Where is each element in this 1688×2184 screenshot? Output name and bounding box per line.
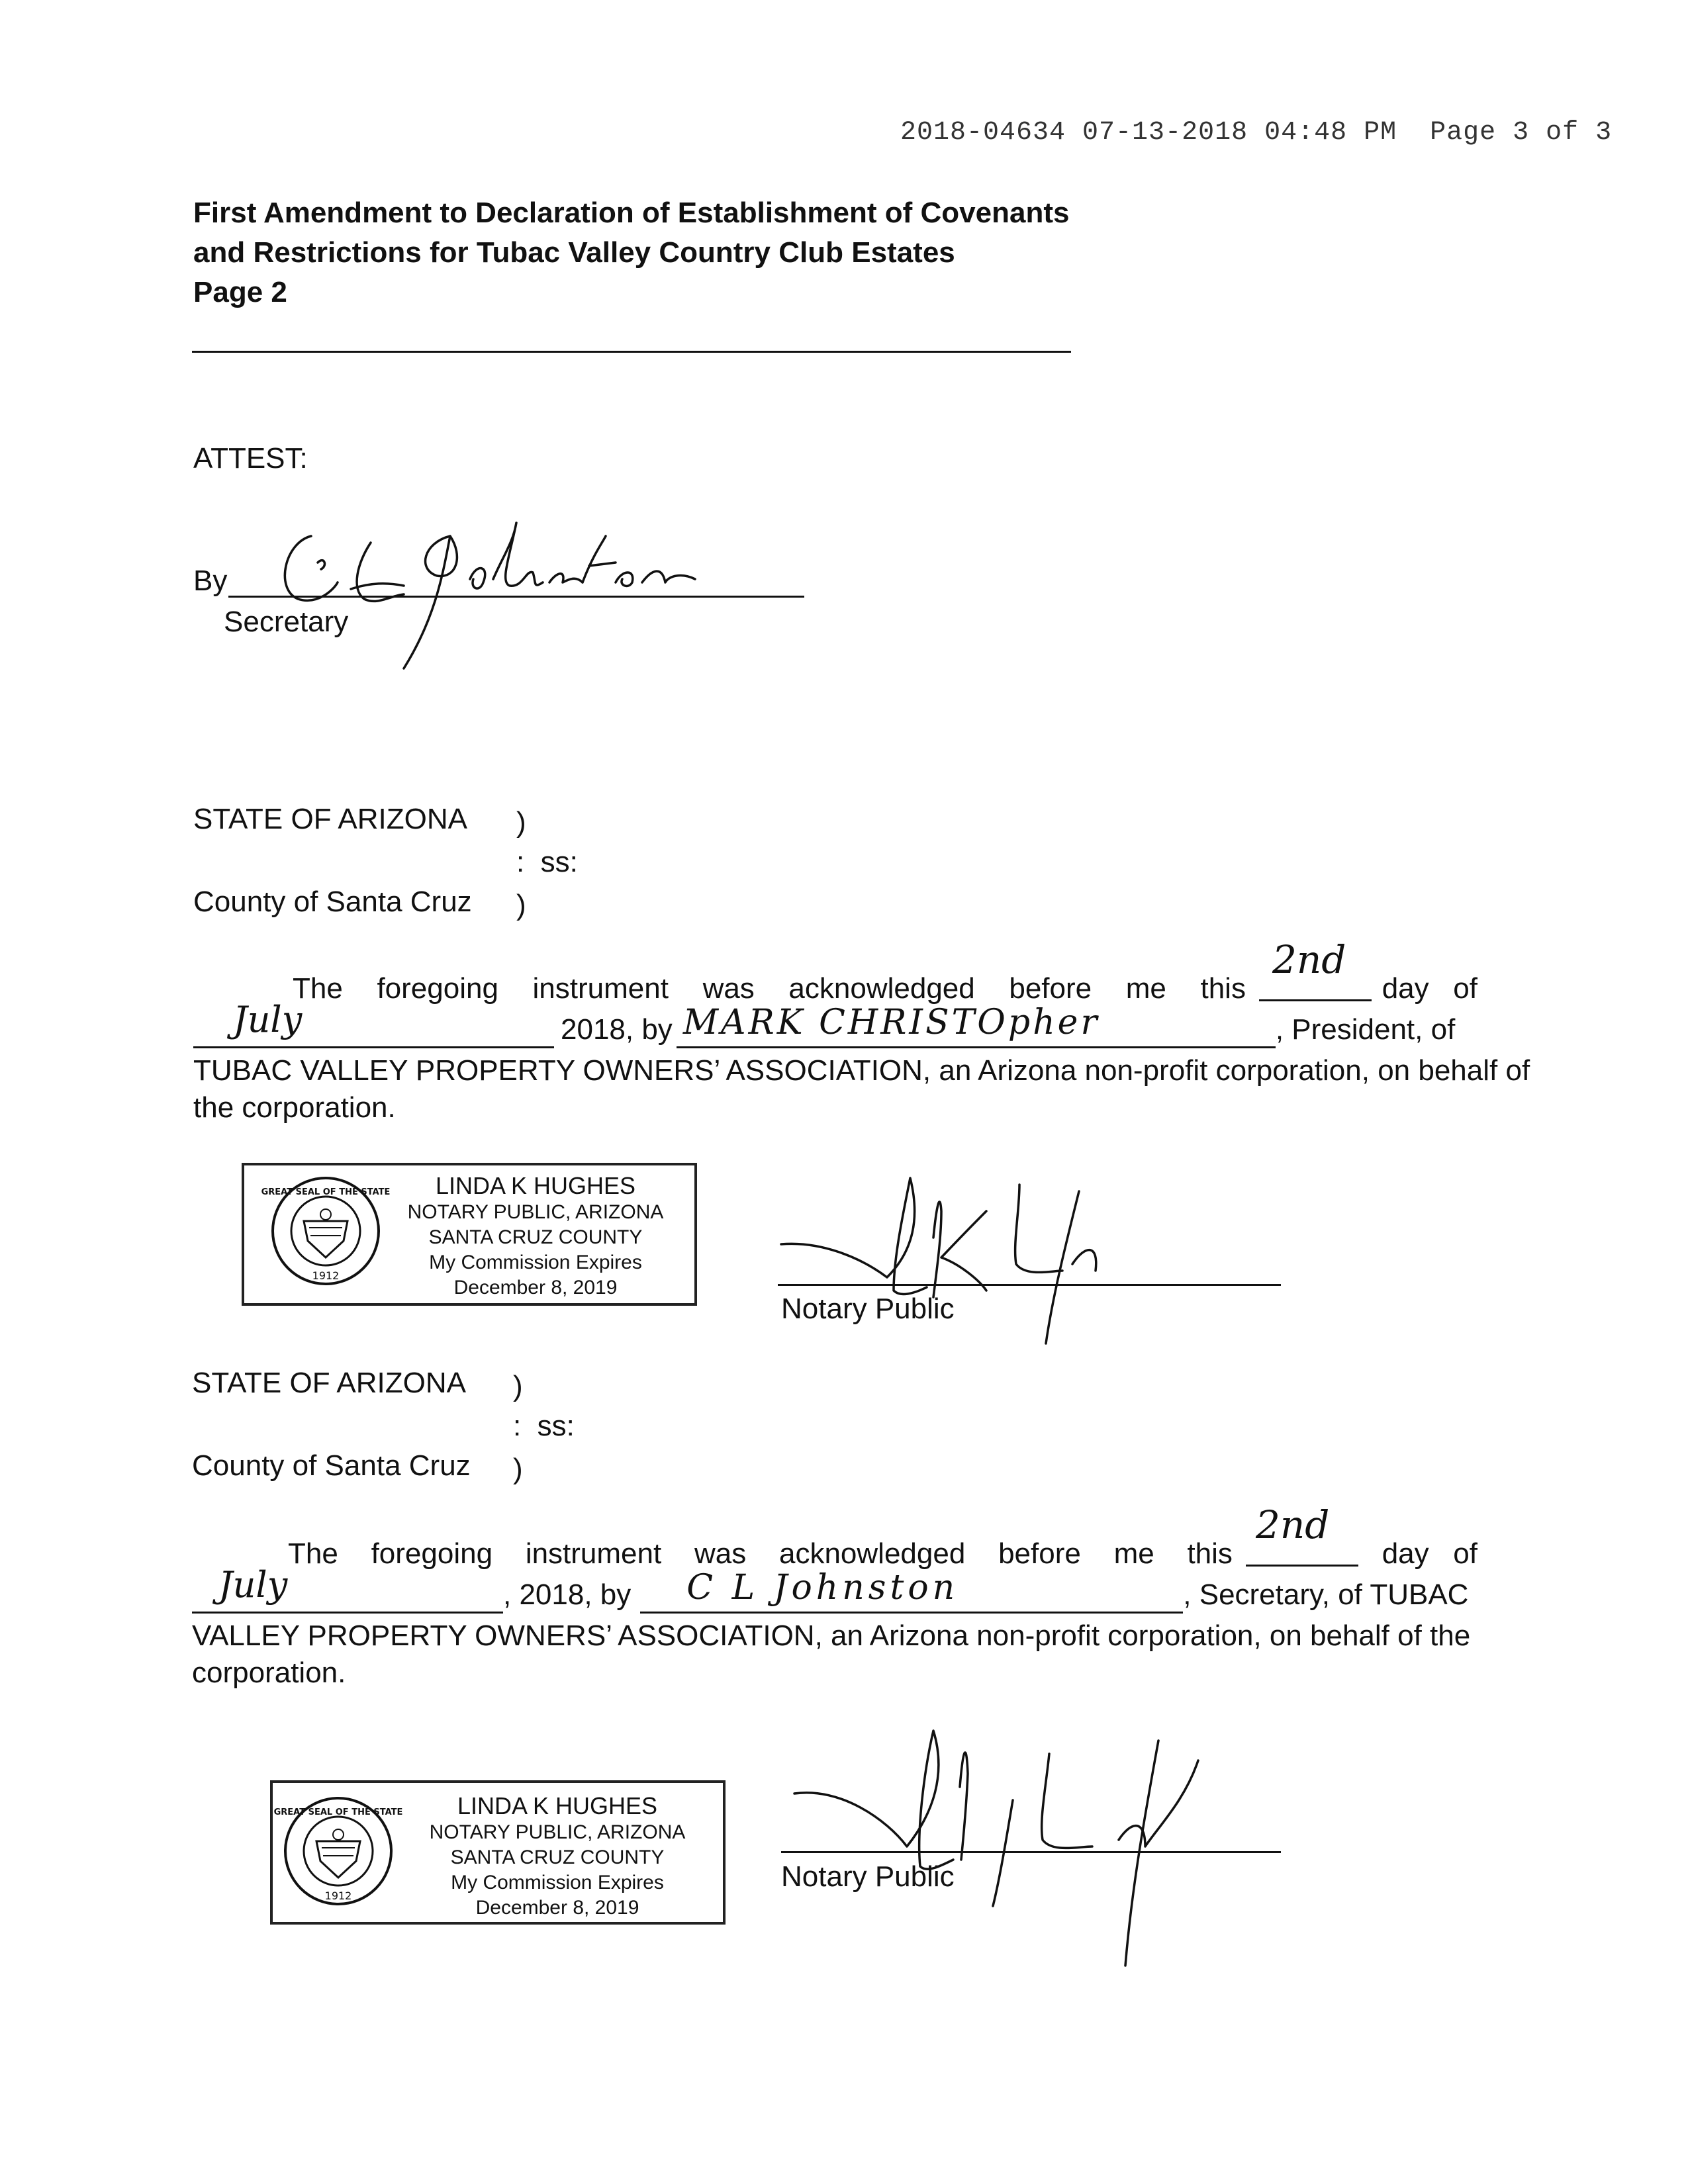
- stamp-2-text: [412, 1792, 703, 1921]
- venue-1-ss: : ss:: [516, 846, 578, 878]
- stamp-1-commission: My Commission Expires: [429, 1251, 642, 1273]
- ack-1-word: The: [293, 972, 343, 1005]
- attest-role: Secretary: [224, 606, 349, 638]
- ack-1-name-handwritten: MARK CHRISTOpher: [682, 1003, 1100, 1042]
- svg-text:GREAT SEAL OF THE STATE: GREAT SEAL OF THE STATE: [273, 1807, 403, 1817]
- title-line-2: and Restrictions for Tubac Valley Country Club Estates: [193, 236, 955, 269]
- ack-1-role: , President, of: [1275, 1013, 1456, 1046]
- ack-1-line-1: [193, 937, 1477, 1007]
- ack-1-word: before: [1009, 972, 1092, 1005]
- ack-1-line-4: the corporation.: [193, 1091, 396, 1124]
- ack-2-line-2: [192, 1564, 1477, 1614]
- stamp-1-title: NOTARY PUBLIC, ARIZONA: [407, 1201, 664, 1223]
- secretary-signature: [271, 516, 735, 668]
- stamp-1-text: [393, 1172, 678, 1300]
- ack-2-month-field: [192, 1564, 503, 1614]
- ack-2-line-1: [192, 1502, 1477, 1572]
- stamp-1-expires: December 8, 2019: [453, 1277, 618, 1298]
- venue-2-ss: : ss:: [513, 1410, 575, 1442]
- venue-2-paren-close: ): [513, 1453, 523, 1485]
- venue-1-paren-open: ): [516, 806, 526, 839]
- notary-2-signature: [788, 1721, 1291, 1972]
- venue-2-county: County of Santa Cruz: [192, 1449, 471, 1482]
- svg-text:1912: 1912: [324, 1889, 352, 1902]
- ack-2-word: this: [1187, 1537, 1233, 1570]
- attest-by-label: By: [193, 565, 228, 597]
- ack-1-month-field: [193, 999, 554, 1048]
- venue-1-paren-close: ): [516, 889, 526, 921]
- attest-label: ATTEST:: [193, 442, 308, 475]
- ack-1-line-3: TUBAC VALLEY PROPERTY OWNERS’ ASSOCIATION, an Arizona non-profit corporation, on behalf of: [193, 1054, 1530, 1087]
- acknowledgment-1: [193, 937, 1530, 1126]
- venue-1-county: County of Santa Cruz: [193, 886, 472, 918]
- ack-2-word: foregoing: [371, 1537, 493, 1570]
- svg-text:1912: 1912: [312, 1269, 340, 1282]
- notary-2-label: Notary Public: [781, 1860, 955, 1893]
- ack-1-name-field: [677, 1003, 1276, 1048]
- stamp-2-county: SANTA CRUZ COUNTY: [450, 1846, 665, 1868]
- ack-2-line-4: corporation.: [192, 1657, 346, 1689]
- ack-1-line-2: [193, 999, 1477, 1048]
- ack-2-line-3: VALLEY PROPERTY OWNERS’ ASSOCIATION, an Arizona non-profit corporation, on behalf of the: [192, 1619, 1471, 1652]
- arizona-seal-icon: [273, 1795, 403, 1907]
- ack-2-day-handwritten: 2nd: [1256, 1502, 1330, 1547]
- ack-2-day-of: day of: [1382, 1537, 1477, 1570]
- ack-1-day-field: [1259, 937, 1372, 1001]
- ack-1-year-by: 2018, by: [561, 1013, 673, 1046]
- svg-text:GREAT SEAL OF THE STATE: GREAT SEAL OF THE STATE: [261, 1187, 391, 1197]
- document-title: [193, 193, 1069, 312]
- notary-1-label: Notary Public: [781, 1293, 955, 1325]
- ack-2-role: , Secretary, of TUBAC: [1183, 1578, 1469, 1611]
- acknowledgment-2: [192, 1502, 1477, 1692]
- stamp-2-commission: My Commission Expires: [451, 1872, 664, 1893]
- stamp-2-notary-name: LINDA K HUGHES: [457, 1792, 658, 1819]
- stamp-2-title: NOTARY PUBLIC, ARIZONA: [429, 1821, 686, 1843]
- ack-1-day-handwritten: 2nd: [1272, 937, 1346, 982]
- ack-2-name-handwritten: C L Johnston: [686, 1568, 959, 1608]
- notary-stamp-1: [242, 1163, 697, 1306]
- ack-1-word: me: [1125, 972, 1166, 1005]
- ack-2-word: was: [694, 1537, 747, 1570]
- venue-2-paren-open: ): [513, 1370, 523, 1402]
- ack-2-word: acknowledged: [778, 1537, 966, 1570]
- recording-stamp: 2018-04634 07-13-2018 04:48 PM Page 3 of 3: [900, 118, 1613, 148]
- title-rule: [192, 351, 1071, 353]
- ack-2-day-field: [1246, 1502, 1358, 1567]
- stamp-1-notary-name: LINDA K HUGHES: [435, 1172, 636, 1199]
- ack-2-word: me: [1113, 1537, 1154, 1570]
- ack-2-name-field: [640, 1568, 1183, 1614]
- title-page-label: Page 2: [193, 276, 287, 308]
- arizona-seal-icon: [261, 1175, 391, 1287]
- ack-1-word: instrument: [532, 972, 669, 1005]
- stamp-1-county: SANTA CRUZ COUNTY: [428, 1226, 643, 1248]
- ack-1-day-of: day of: [1382, 972, 1477, 1005]
- venue-2-state: STATE OF ARIZONA: [192, 1367, 466, 1399]
- ack-2-year-by: , 2018, by: [503, 1578, 632, 1611]
- ack-2-word: instrument: [525, 1537, 662, 1570]
- ack-1-word: was: [702, 972, 755, 1005]
- ack-1-month-handwritten: July: [233, 999, 303, 1040]
- venue-1-state: STATE OF ARIZONA: [193, 803, 467, 835]
- ack-2-word: The: [288, 1537, 338, 1570]
- ack-2-word: before: [998, 1537, 1081, 1570]
- notary-stamp-2: [270, 1780, 726, 1925]
- ack-1-word: this: [1200, 972, 1246, 1005]
- stamp-2-expires: December 8, 2019: [475, 1897, 639, 1919]
- ack-2-month-handwritten: July: [218, 1564, 288, 1606]
- title-line-1: First Amendment to Declaration of Establishment of Covenants: [193, 197, 1070, 229]
- ack-1-word: acknowledged: [788, 972, 975, 1005]
- ack-1-word: foregoing: [377, 972, 498, 1005]
- notary-1-signature: [768, 1165, 1218, 1357]
